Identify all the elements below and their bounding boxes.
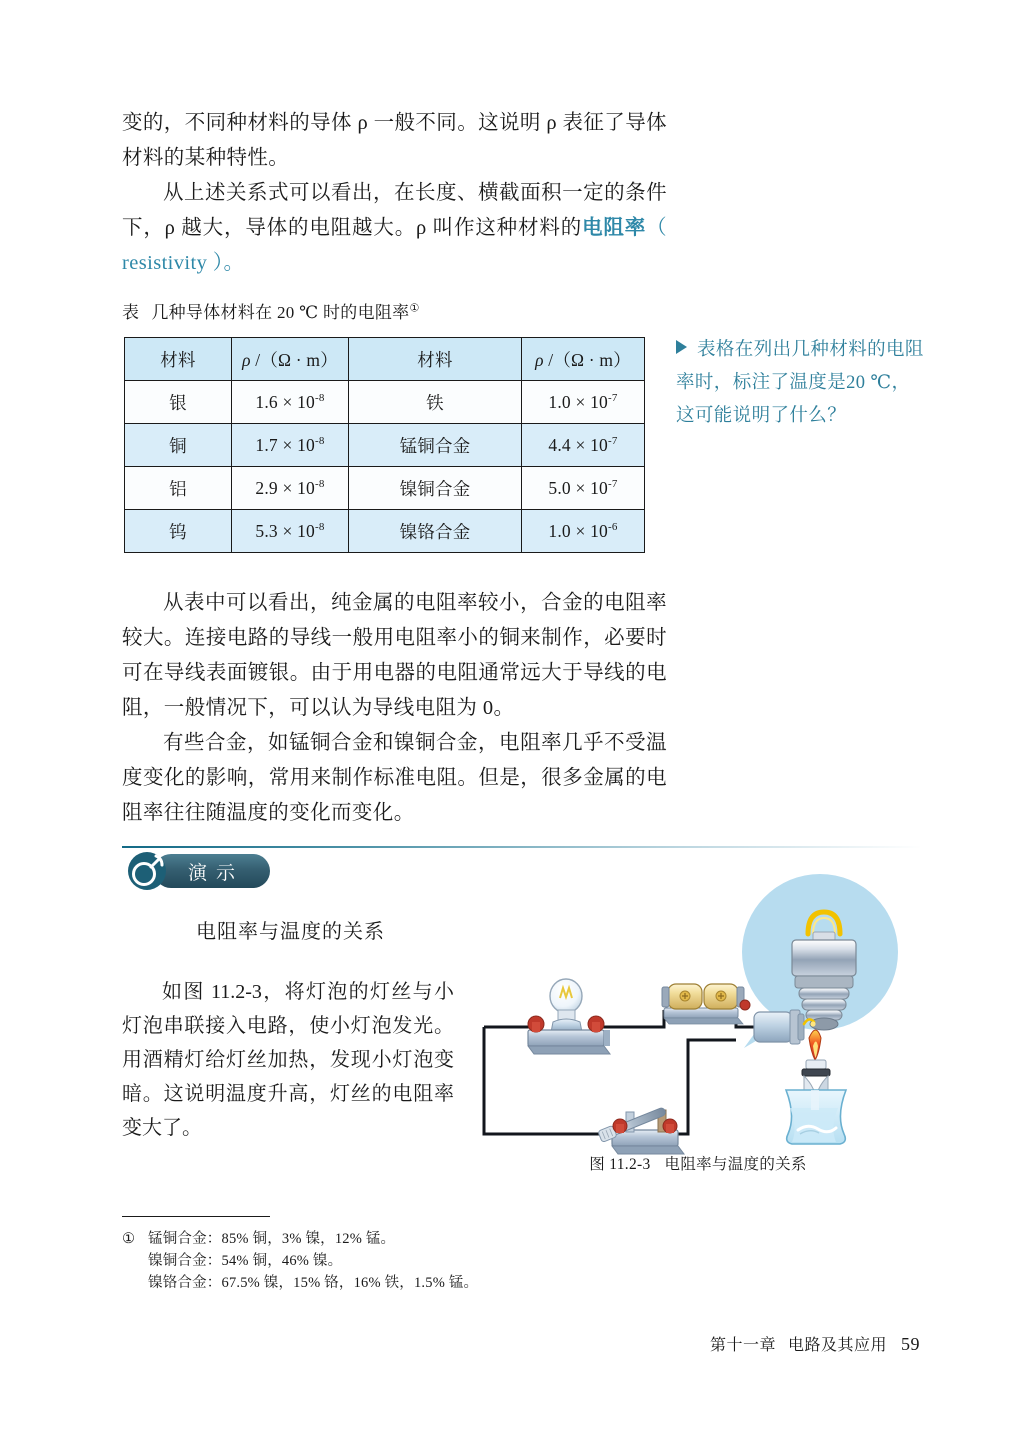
margin-note (676, 334, 926, 433)
cell-value-mantissa: 1.0 × 10 (548, 391, 609, 412)
footnote-text: 锰铜合金：85% 铜，3% 镍，12% 锰。 (148, 1231, 396, 1247)
footnote-divider (122, 1216, 270, 1217)
cell-material: 锰铜合金 (349, 424, 522, 467)
table-header-rho-2: ρ /（Ω · m） (522, 338, 645, 381)
cell-value-mantissa: 5.0 × 10 (548, 477, 609, 498)
table-header-rho-1: ρ /（Ω · m） (232, 338, 349, 381)
table-header-material-2: 材料 (349, 338, 522, 381)
footnote-marker: ① (122, 1231, 136, 1247)
cell-material: 铜 (125, 424, 232, 467)
cell-value-exponent: -8 (315, 391, 325, 404)
cell-value-mantissa: 5.3 × 10 (255, 520, 316, 541)
cell-value-mantissa: 4.4 × 10 (548, 434, 609, 455)
margin-note-text: 表格在列出几种材料的电阻率时，标注了温度是20 ℃，这可能说明了什么？ (676, 340, 924, 426)
switch-component (598, 1105, 684, 1154)
table-header-row (125, 338, 645, 381)
circuit-wires (484, 1010, 754, 1134)
demo-section-divider (122, 846, 922, 848)
cell-value-mantissa: 2.9 × 10 (255, 477, 316, 498)
table-caption-text: 几种导体材料在 20 ℃ 时的电阻率 (151, 303, 410, 322)
after-table-paragraph-block (122, 586, 667, 831)
demo-section-badge (126, 853, 270, 889)
cell-material: 镍铬合金 (349, 510, 522, 553)
footnote-text: 镍铬合金：67.5% 镍，15% 铬，16% 铁，1.5% 锰。 (148, 1275, 479, 1291)
cell-value-mantissa: 1.6 × 10 (255, 391, 316, 412)
battery-pack-component (662, 984, 750, 1024)
footnote-block (122, 1228, 592, 1294)
resistivity-table (124, 337, 645, 553)
table-row (125, 467, 645, 510)
table-caption (122, 298, 420, 323)
figure-caption-number: 图 11.2-3 (589, 1156, 651, 1173)
cell-value-exponent: -6 (608, 520, 618, 533)
intro-paragraph-block (122, 106, 667, 281)
cell-value-exponent: -7 (608, 477, 618, 490)
cell-value-mantissa: 1.7 × 10 (255, 434, 316, 455)
triangle-right-icon (676, 340, 687, 354)
footnote-line (122, 1228, 592, 1250)
circuit-illustration (468, 872, 928, 1162)
table-header-material-1: 材料 (125, 338, 232, 381)
paragraph-1: 变的，不同种材料的导体 ρ 一般不同。这说明 ρ 表征了导体材料的某种特性。 (122, 112, 667, 169)
cell-material: 铝 (125, 467, 232, 510)
cell-value (522, 510, 645, 553)
footnote-line (122, 1250, 592, 1272)
figure-caption (468, 1152, 928, 1174)
cell-value-exponent: -8 (315, 520, 325, 533)
paragraph-3: 从表中可以看出，纯金属的电阻率较小，合金的电阻率较大。连接电路的导线一般用电阻率小的铜来制作，必要时可在导线表面镀银。由于用电器的电阻通常远大于导线的电阻，一般情况下，可以认为导线电阻为 0。 (122, 592, 667, 719)
table-row (125, 381, 645, 424)
paragraph-2-text: 从上述关系式可以看出，在长度、横截面积一定的条件下，ρ 越大，导体的电阻越大。ρ 叫作这种材料的 (122, 182, 667, 239)
figure-caption-title: 电阻率与温度的关系 (664, 1156, 807, 1173)
page-footer (0, 1332, 920, 1355)
cell-value (232, 424, 349, 467)
magnifier-circle-icon (126, 850, 168, 892)
demo-badge-label: 演示 (154, 854, 270, 888)
cell-material: 镍铜合金 (349, 467, 522, 510)
cell-value-exponent: -8 (315, 477, 325, 490)
paragraph-2 (122, 176, 667, 281)
small-lamp-component (528, 979, 610, 1054)
cell-value (522, 467, 645, 510)
cell-value-exponent: -8 (315, 434, 325, 447)
cell-value (232, 467, 349, 510)
page-number: 59 (901, 1334, 920, 1354)
paragraph-2-period: 。 (223, 252, 245, 274)
term-resistivity-en: （ resistivity ） (122, 217, 667, 274)
cell-material: 钨 (125, 510, 232, 553)
demo-title: 电阻率与温度的关系 (196, 921, 385, 943)
cell-value-exponent: -7 (608, 434, 618, 447)
cell-value (522, 424, 645, 467)
paragraph-4: 有些合金，如锰铜合金和镍铜合金，电阻率几乎不受温度变化的影响，常用来制作标准电阻。但是，很多金属的电阻率往往随温度的变化而变化。 (122, 732, 667, 824)
cell-value (232, 510, 349, 553)
cell-value-mantissa: 1.0 × 10 (548, 520, 609, 541)
figure-circuit-diagram (468, 872, 928, 1162)
table-row (125, 424, 645, 467)
footnote-line (122, 1272, 592, 1294)
table-caption-label: 表 (122, 303, 140, 322)
footer-chapter: 第十一章 (709, 1337, 776, 1354)
footer-title: 电路及其应用 (787, 1337, 887, 1354)
cell-value-exponent: -7 (608, 391, 618, 404)
cell-value (522, 381, 645, 424)
table-row (125, 510, 645, 553)
table-caption-footnote-marker: ① (409, 302, 420, 315)
cell-value (232, 381, 349, 424)
term-resistivity-cn: 电阻率 (582, 217, 647, 239)
footnote-text: 镍铜合金：54% 铜，46% 镍。 (148, 1253, 343, 1269)
cell-material: 银 (125, 381, 232, 424)
demo-paragraph: 如图 11.2-3，将灯泡的灯丝与小灯泡串联接入电路，使小灯泡发光。用酒精灯给灯丝加热，发现小灯泡变暗。这说明温度升高，灯丝的电阻率变大了。 (122, 981, 454, 1139)
cell-material: 铁 (349, 381, 522, 424)
beaker-component (786, 1090, 846, 1144)
